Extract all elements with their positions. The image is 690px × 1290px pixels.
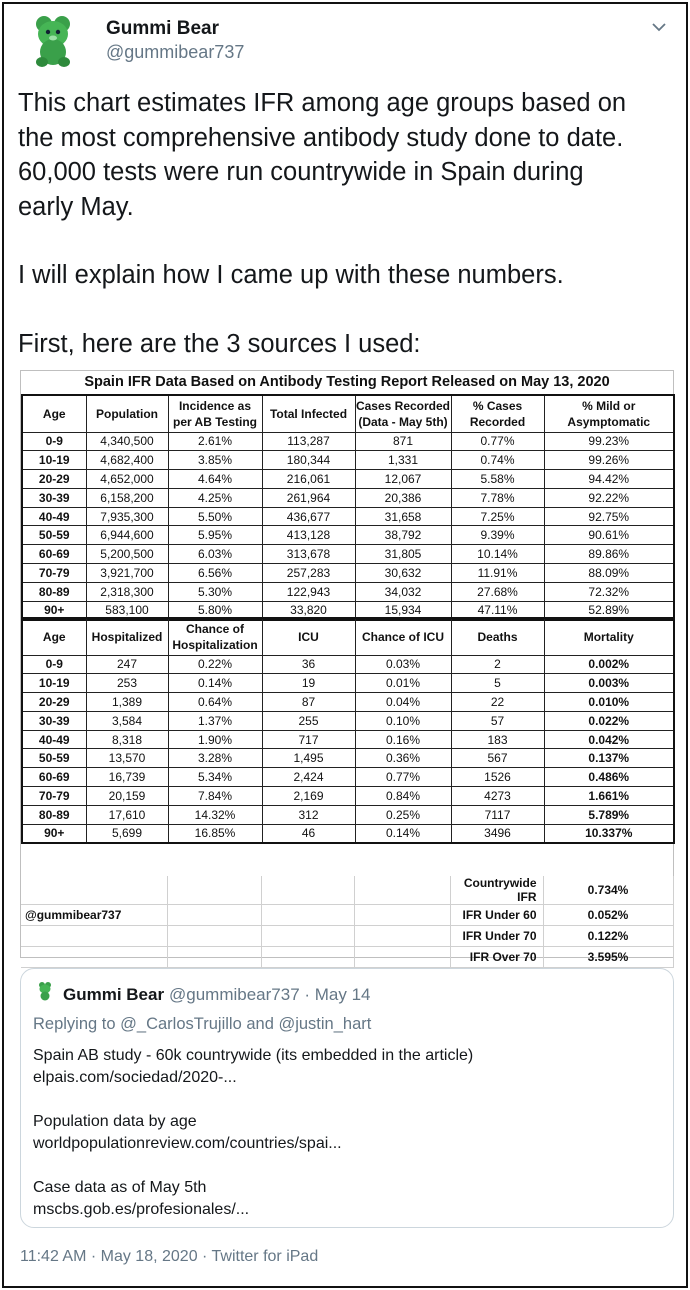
table-cell: 255 [262, 711, 355, 730]
mention-link[interactable]: @justin_hart [278, 1015, 372, 1033]
table-row [22, 655, 674, 674]
table-cell: 183 [451, 730, 544, 749]
table-cell: 20-29 [22, 693, 86, 712]
table-cell: 0-9 [22, 432, 86, 451]
table-cell: 20-29 [22, 470, 86, 489]
quoted-line: worldpopulationreview.com/countries/spai... [33, 1135, 342, 1152]
spreadsheet-image [20, 370, 674, 964]
table-cell: 313,678 [262, 545, 355, 564]
table-cell: 7.78% [451, 488, 544, 507]
table-cell: 10.14% [451, 545, 544, 564]
summary-value: 0.122% [543, 926, 673, 947]
table-cell: 6.56% [168, 564, 262, 583]
table-row [22, 805, 674, 824]
table-cell: 567 [451, 749, 544, 768]
table-cell: 50-59 [22, 526, 86, 545]
line-gap [18, 293, 678, 327]
table-cell: 0.64% [168, 693, 262, 712]
column-header: Population [86, 395, 168, 432]
table-cell: 216,061 [262, 470, 355, 489]
table-cell: 80-89 [22, 582, 86, 601]
table-cell: 72.32% [544, 582, 674, 601]
table-row [22, 564, 674, 583]
author-name[interactable]: Gummi Bear [106, 18, 219, 39]
table-cell: 20,159 [86, 787, 168, 806]
table-cell: 0.77% [355, 768, 451, 787]
author-handle[interactable]: @gummibear737 [106, 42, 245, 62]
table-cell: 10.337% [544, 824, 674, 843]
tweet-line: 60,000 tests were run countrywide in Spain during [18, 158, 584, 186]
table-cell: 0.84% [355, 787, 451, 806]
table-row [22, 674, 674, 693]
quoted-line: mscbs.gob.es/profesionales/... [33, 1201, 250, 1218]
line-gap [18, 224, 678, 258]
table-cell: 2,318,300 [86, 582, 168, 601]
table-cell: 17,610 [86, 805, 168, 824]
table-cell: 57 [451, 711, 544, 730]
summary-row [21, 876, 673, 905]
table-cell: 2 [451, 655, 544, 674]
summary-value: 0.052% [543, 905, 673, 926]
empty-cell [21, 926, 167, 947]
table-cell: 0.10% [355, 711, 451, 730]
column-header: Mortality [544, 618, 674, 655]
table-cell: 9.39% [451, 526, 544, 545]
replying-and: and [246, 1015, 274, 1033]
empty-cell [354, 876, 450, 905]
table-cell: 0.003% [544, 674, 674, 693]
quoted-line: elpais.com/sociedad/2020-... [33, 1069, 237, 1086]
empty-cell [261, 876, 354, 905]
table-cell: 11.91% [451, 564, 544, 583]
table-cell: 122,943 [262, 582, 355, 601]
tweet-header [20, 10, 670, 70]
table-cell: 253 [86, 674, 168, 693]
empty-cell [261, 926, 354, 947]
gummy-bear-avatar-icon [35, 981, 55, 1001]
table-cell: 5,200,500 [86, 545, 168, 564]
table-cell: 90+ [22, 601, 86, 620]
tweet-line: This chart estimates IFR among age groups based on [18, 89, 627, 117]
quoted-body [33, 1045, 663, 1221]
column-header: % Mild or Asymptomatic [544, 395, 674, 432]
table-cell: 89.86% [544, 545, 674, 564]
table-cell: 70-79 [22, 787, 86, 806]
quoted-meta: @gummibear737 · May 14 [169, 985, 371, 1004]
summary-value: 3.595% [543, 947, 673, 968]
column-header: Deaths [451, 618, 544, 655]
column-header: Age [22, 395, 86, 432]
table-cell: 40-49 [22, 507, 86, 526]
table-cell: 0.01% [355, 674, 451, 693]
empty-cell [261, 905, 354, 926]
table-cell: 4273 [451, 787, 544, 806]
column-header: Total Infected [262, 395, 355, 432]
empty-cell [167, 926, 261, 947]
table-row [22, 582, 674, 601]
table-cell: 1526 [451, 768, 544, 787]
tweet-line: First, here are the 3 sources I used: [18, 329, 421, 358]
table-cell: 30,632 [355, 564, 451, 583]
table-cell: 1,331 [355, 451, 451, 470]
summary-row [21, 926, 673, 947]
table-cell: 3496 [451, 824, 544, 843]
table-cell: 46 [262, 824, 355, 843]
table-cell: 92.22% [544, 488, 674, 507]
table-cell: 10-19 [22, 674, 86, 693]
table-cell: 6.03% [168, 545, 262, 564]
table-row [22, 488, 674, 507]
table-cell: 94.42% [544, 470, 674, 489]
table-cell: 3.85% [168, 451, 262, 470]
line-gap [33, 1155, 663, 1177]
table-cell: 0.16% [355, 730, 451, 749]
table-cell: 80-89 [22, 805, 86, 824]
table-cell: 5.34% [168, 768, 262, 787]
table-cell: 5.80% [168, 601, 262, 620]
quoted-line: Case data as of May 5th [33, 1179, 207, 1196]
empty-cell [167, 947, 261, 968]
table-cell: 871 [355, 432, 451, 451]
source-link[interactable]: Twitter for iPad [211, 1248, 319, 1265]
table-cell: 113,287 [262, 432, 355, 451]
table-row [22, 711, 674, 730]
tweet-line: the most comprehensive antibody study done to date. [18, 123, 624, 152]
empty-cell [261, 947, 354, 968]
summary-label: Countrywide IFR [450, 876, 543, 905]
table-cell: 2.61% [168, 432, 262, 451]
column-header: Cases Recorded (Data - May 5th) [355, 395, 451, 432]
table-row [22, 432, 674, 451]
empty-cell [354, 905, 450, 926]
table-cell: 13,570 [86, 749, 168, 768]
table-cell: 261,964 [262, 488, 355, 507]
table-cell: 247 [86, 655, 168, 674]
empty-cell [21, 947, 167, 968]
table-cell: 0.36% [355, 749, 451, 768]
table-cell: 90.61% [544, 526, 674, 545]
table-cell: 5,699 [86, 824, 168, 843]
table-cell: 90+ [22, 824, 86, 843]
table-cell: 30-39 [22, 711, 86, 730]
quoted-line: Population data by age [33, 1113, 197, 1130]
table-cell: 60-69 [22, 545, 86, 564]
header-row [22, 395, 674, 432]
table-cell: 5.50% [168, 507, 262, 526]
table-cell: 14.32% [168, 805, 262, 824]
table-cell: 70-79 [22, 564, 86, 583]
quoted-line: Spain AB study - 60k countrywide (its embedded in the article) [33, 1047, 474, 1064]
tweet-footer [20, 1248, 318, 1266]
table-cell: 4,682,400 [86, 451, 168, 470]
table-cell: 7117 [451, 805, 544, 824]
table-cell: 52.89% [544, 601, 674, 620]
table-cell: 1.661% [544, 787, 674, 806]
table-cell: 312 [262, 805, 355, 824]
table-cell: 4,652,000 [86, 470, 168, 489]
table-cell: 27.68% [451, 582, 544, 601]
table-cell: 1.90% [168, 730, 262, 749]
table-cell: 8,318 [86, 730, 168, 749]
table-cell: 30-39 [22, 488, 86, 507]
table-row [22, 730, 674, 749]
replying-prefix: Replying to [33, 1015, 116, 1033]
table-cell: 31,658 [355, 507, 451, 526]
table-cell: 0.22% [168, 655, 262, 674]
summary-value: 0.734% [543, 876, 673, 905]
table-cell: 3.28% [168, 749, 262, 768]
table-cell: 38,792 [355, 526, 451, 545]
column-header: Chance of ICU [355, 618, 451, 655]
table-cell: 7.84% [168, 787, 262, 806]
table-cell: 47.11% [451, 601, 544, 620]
table-cell: 5.30% [168, 582, 262, 601]
table-cell: 5 [451, 674, 544, 693]
table-cell: 36 [262, 655, 355, 674]
table-cell: 31,805 [355, 545, 451, 564]
table-cell: 50-59 [22, 749, 86, 768]
summary-label: IFR Under 70 [450, 926, 543, 947]
empty-cell [354, 926, 450, 947]
table-cell: 92.75% [544, 507, 674, 526]
table-row [22, 749, 674, 768]
watermark-handle: @gummibear737 [21, 905, 167, 926]
ifr-summary [21, 876, 674, 968]
tweet-text [18, 86, 678, 361]
column-header: ICU [262, 618, 355, 655]
table-row [22, 824, 674, 843]
table-cell: 7.25% [451, 507, 544, 526]
table-row [22, 526, 674, 545]
column-header: % Cases Recorded [451, 395, 544, 432]
table-cell: 1,495 [262, 749, 355, 768]
table-cell: 99.23% [544, 432, 674, 451]
table-cell: 33,820 [262, 601, 355, 620]
summary-label: IFR Over 70 [450, 947, 543, 968]
table-cell: 1.37% [168, 711, 262, 730]
table-row [22, 768, 674, 787]
table-cell: 0-9 [22, 655, 86, 674]
mention-link[interactable]: @_CarlosTrujillo [120, 1015, 242, 1033]
table-cell: 2,169 [262, 787, 355, 806]
table-row [22, 693, 674, 712]
mortality-table [21, 617, 675, 844]
table-cell: 20,386 [355, 488, 451, 507]
table-cell: 583,100 [86, 601, 168, 620]
table-cell: 0.042% [544, 730, 674, 749]
table-cell: 22 [451, 693, 544, 712]
table-cell: 16.85% [168, 824, 262, 843]
table-cell: 717 [262, 730, 355, 749]
header-row [22, 618, 674, 655]
table-row [22, 451, 674, 470]
table-cell: 3,584 [86, 711, 168, 730]
quoted-tweet[interactable] [20, 968, 674, 1228]
table-cell: 10-19 [22, 451, 86, 470]
column-header: Incidence as per AB Testing [168, 395, 262, 432]
table-cell: 0.137% [544, 749, 674, 768]
table-cell: 6,158,200 [86, 488, 168, 507]
column-header: Hospitalized [86, 618, 168, 655]
table-cell: 88.09% [544, 564, 674, 583]
table-cell: 87 [262, 693, 355, 712]
table-cell: 0.486% [544, 768, 674, 787]
table-cell: 40-49 [22, 730, 86, 749]
table-cell: 4.25% [168, 488, 262, 507]
table-cell: 1,389 [86, 693, 168, 712]
cases-table [21, 394, 675, 621]
gummy-bear-avatar-icon[interactable] [24, 12, 80, 68]
summary-label: IFR Under 60 [450, 905, 543, 926]
table-cell: 0.04% [355, 693, 451, 712]
table-cell: 257,283 [262, 564, 355, 583]
column-header: Age [22, 618, 86, 655]
table-cell: 4,340,500 [86, 432, 168, 451]
table-cell: 0.022% [544, 711, 674, 730]
chevron-down-icon[interactable] [650, 18, 668, 36]
table-cell: 4.64% [168, 470, 262, 489]
table-cell: 99.26% [544, 451, 674, 470]
table-cell: 0.002% [544, 655, 674, 674]
table-row [22, 545, 674, 564]
table-cell: 5.95% [168, 526, 262, 545]
table-cell: 180,344 [262, 451, 355, 470]
table-cell: 0.77% [451, 432, 544, 451]
table-cell: 34,032 [355, 582, 451, 601]
table-cell: 0.14% [355, 824, 451, 843]
line-gap [33, 1089, 663, 1111]
table-cell: 413,128 [262, 526, 355, 545]
table-cell: 0.74% [451, 451, 544, 470]
table-row [22, 470, 674, 489]
empty-cell [354, 947, 450, 968]
table-cell: 0.25% [355, 805, 451, 824]
table-cell: 12,067 [355, 470, 451, 489]
table-cell: 15,934 [355, 601, 451, 620]
tweet-timestamp[interactable]: 11:42 AM · May 18, 2020 · [20, 1248, 208, 1265]
summary-row [21, 947, 673, 968]
table-cell: 60-69 [22, 768, 86, 787]
table-cell: 2,424 [262, 768, 355, 787]
table-cell: 5.789% [544, 805, 674, 824]
table-cell: 16,739 [86, 768, 168, 787]
empty-cell [167, 876, 261, 905]
table-cell: 6,944,600 [86, 526, 168, 545]
table-cell: 0.14% [168, 674, 262, 693]
column-header: Chance of Hospitalization [168, 618, 262, 655]
table-cell: 19 [262, 674, 355, 693]
quoted-author-name: Gummi Bear [63, 985, 165, 1004]
table-cell: 0.010% [544, 693, 674, 712]
tweet-line: I will explain how I came up with these numbers. [18, 261, 564, 289]
table-cell: 7,935,300 [86, 507, 168, 526]
replying-to [33, 1015, 371, 1034]
table-cell: 0.03% [355, 655, 451, 674]
empty-cell [167, 905, 261, 926]
summary-row [21, 905, 673, 926]
table-cell: 436,677 [262, 507, 355, 526]
table-cell: 3,921,700 [86, 564, 168, 583]
empty-cell [21, 876, 167, 905]
tweet-line: early May. [18, 192, 134, 221]
table-row [22, 507, 674, 526]
table-row [22, 787, 674, 806]
sheet-title: Spain IFR Data Based on Antibody Testing Report Released on May 13, 2020 [84, 374, 610, 390]
table-cell: 5.58% [451, 470, 544, 489]
